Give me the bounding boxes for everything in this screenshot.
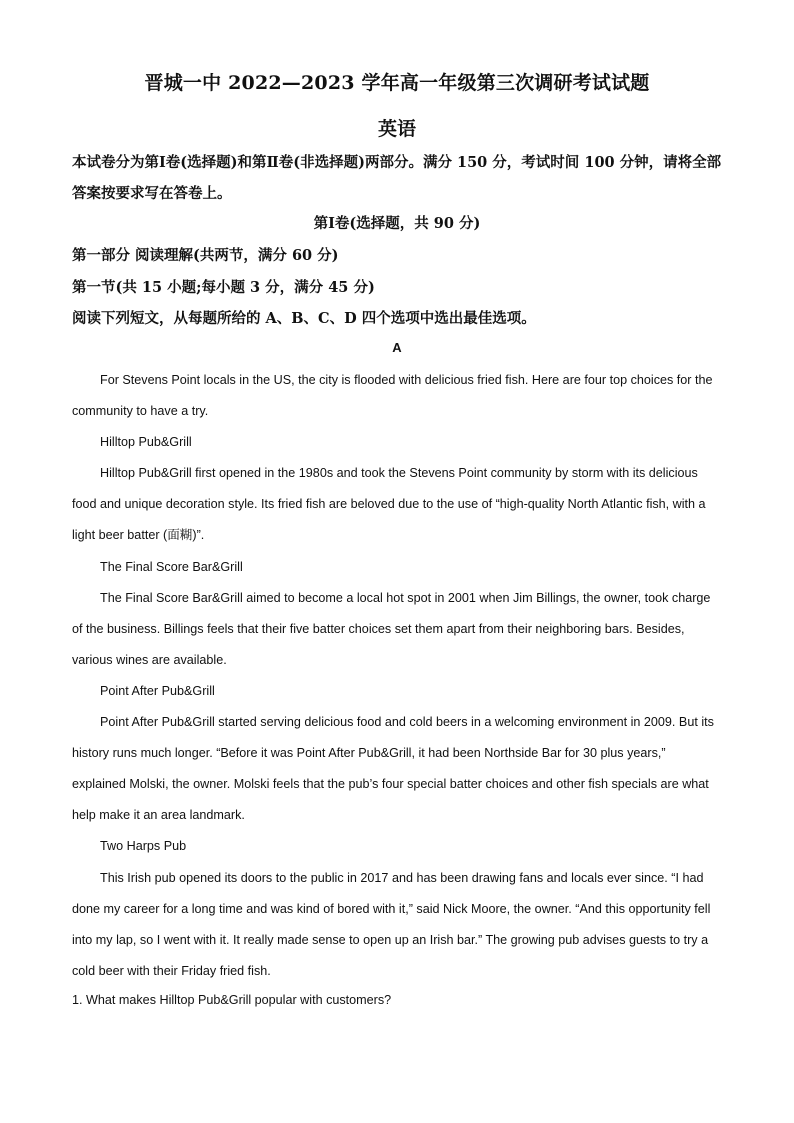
exam-instructions: 本试卷分为第Ⅰ卷(选择题)和第Ⅱ卷(非选择题)两部分。满分 150 分，考试时间 100 分钟，请将全部答案按要求写在答卷上。 bbox=[72, 154, 722, 202]
venue-name-point-after: Point After Pub&Grill bbox=[100, 683, 215, 698]
volume-one-heading: 第Ⅰ卷(选择题，共 90 分) bbox=[313, 215, 481, 232]
venue-desc-point-after: Point After Pub&Grill started serving delicious food and cold beers in a welcoming environment in 2009. But its history runs much longer. “Before it was Point After Pub&Grill, it had been Northside Bar for 30 plus years,” explained Molski, the owner. Molski feels that the pub’s four special batter choices and other fish specials are what help make it an area landmark. bbox=[72, 715, 714, 823]
subject-heading: 英语 bbox=[377, 118, 416, 140]
section-one-heading: 第一节(共 15 小题;每小题 3 分，满分 45 分) bbox=[72, 279, 375, 296]
venue-name-two-harps: Two Harps Pub bbox=[100, 839, 187, 854]
exam-title: 晋城一中 2022—2023 学年高一年级第三次调研考试试题 bbox=[144, 72, 650, 94]
venue-desc-final-score: The Final Score Bar&Grill aimed to become a local hot spot in 2001 when Jim Billings, the owner, took charge of the business. Billings feels that their five batter choices set them apart from their neighboring bars. Besides, various wines are available. bbox=[72, 590, 711, 667]
venue-desc-two-harps: This Irish pub opened its doors to the public in 2017 and has been drawing fans and locals ever since. “I had done my career for a long time and was kind of bored with it,” said Nick Moore, the owner. “And this opportunity fell into my lap, so I went with it. It really made sense to open up an Irish bar.” The growing pub advises guests to try a cold beer with their Friday fried fish. bbox=[72, 870, 711, 978]
question-1: 1. What makes Hilltop Pub&Grill popular with customers? bbox=[72, 993, 392, 1007]
directions-text: 阅读下列短文，从每题所给的 A、B、C、D 四个选项中选出最佳选项。 bbox=[72, 310, 536, 327]
passage-label: A bbox=[392, 340, 402, 355]
venue-name-final-score: The Final Score Bar&Grill bbox=[100, 559, 243, 574]
passage-intro: For Stevens Point locals in the US, the city is flooded with delicious fried fish. Here are four top choices for the community to have a try. bbox=[72, 373, 713, 419]
venue-desc-hilltop: Hilltop Pub&Grill first opened in the 1980s and took the Stevens Point community by storm with its delicious food and unique decoration style. Its fried fish are beloved due to the use of “high-quality North Atlantic fish, with a light beer batter (面糊)”. bbox=[72, 466, 706, 543]
venue-name-hilltop: Hilltop Pub&Grill bbox=[100, 435, 192, 450]
reading-passage bbox=[72, 365, 722, 987]
part-one-heading: 第一部分 阅读理解(共两节，满分 60 分) bbox=[72, 247, 339, 264]
